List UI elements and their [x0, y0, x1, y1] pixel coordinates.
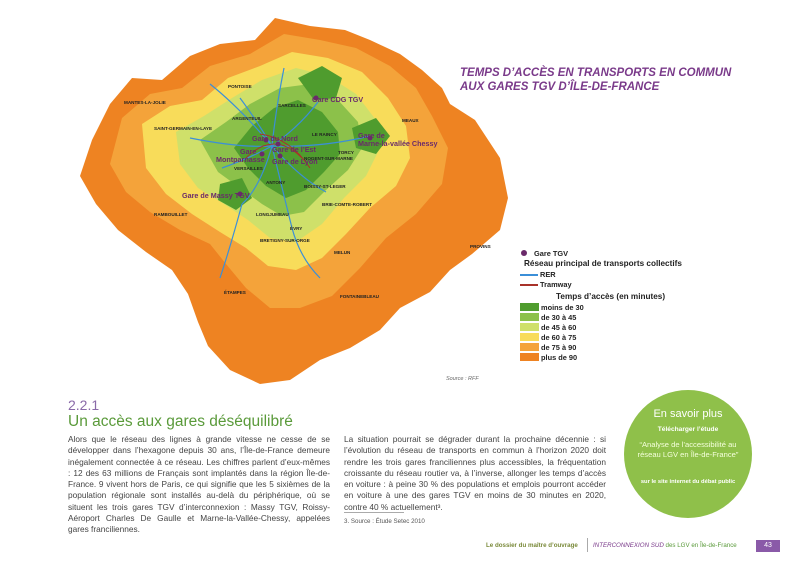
town-pontoise: PONTOISE [228, 84, 252, 89]
town-meaux: MEAUX [402, 118, 419, 123]
tramway-legend-line [520, 284, 538, 286]
legend-class-label: de 60 à 75 [541, 333, 577, 342]
gare-label-nord: Gare du Nord [252, 134, 298, 143]
gare-label-est: Gare de l’Est [272, 145, 316, 154]
legend-class-label: de 75 à 90 [541, 343, 577, 352]
callout-study-title: “Analyse de l’accessibilité au réseau LGV en Île-de-France” [637, 440, 739, 459]
town-mantes: MANTES-LA-JOLIE [124, 100, 166, 105]
page-number: 43 [756, 540, 780, 552]
legend-swatch-moins-30 [520, 303, 539, 311]
footer-project-suffix: des LGV en Île-de-France [663, 542, 737, 549]
town-provins: PROVINS [470, 244, 491, 249]
footnote-rule [344, 512, 404, 513]
body-column-2: La situation pourrait se dégrader durant la prochaine décennie : si l’évolution du réseau de transports en commun à l’horizon 2020 doit rendre les trois gares franciliennes plus accessibles, la fréquentation croissante du réseau routier va, à l’inverse, allonger les temps d’accès en voiture : à peine 30 % des populations et emplois pourront accéder en voiture à une des gares TGV en moins de 30 minutes en 2020, contre 40 % actuellement³. [344, 434, 606, 512]
legend-class-label: de 30 à 45 [541, 313, 577, 322]
town-etampes: ÉTAMPES [224, 290, 246, 295]
footer-project-name: INTERCONNEXION SUD [593, 542, 664, 549]
section-number: 2.2.1 [68, 397, 100, 413]
accessibility-map [70, 8, 510, 393]
map-svg [70, 8, 510, 393]
footer-project [593, 542, 737, 549]
town-evry: ÉVRY [290, 226, 303, 231]
town-longjumeau: LONGJUMEAU [256, 212, 289, 217]
legend-swatch-plus-90 [520, 353, 539, 361]
legend-swatch-75-90 [520, 343, 539, 351]
town-sarcelles: SARCELLES [278, 103, 306, 108]
gare-label-cdg: Gare CDG TGV [312, 95, 364, 104]
gare-label-mlv-2: Marne-la-vallée Chessy [358, 139, 438, 148]
town-rambouillet: RAMBOUILLET [154, 212, 188, 217]
map-title [460, 66, 790, 94]
callout-site-text: sur le site internet du débat public [640, 479, 736, 485]
town-nogent: NOGENT-SUR-MARNE [304, 156, 353, 161]
town-bretigny: BRETIGNY-SUR-ORGE [260, 238, 310, 243]
legend-swatch-60-75 [520, 333, 539, 341]
town-fontainebleau: FONTAINEBLEAU [340, 294, 379, 299]
footnote: 3. Source : Étude Setec 2010 [344, 518, 425, 525]
callout-download-link[interactable]: Télécharger l’étude [657, 426, 719, 433]
page-footer [0, 536, 798, 564]
footer-separator [587, 538, 588, 552]
map-source: Source : RFF [446, 376, 479, 382]
legend-class-label: plus de 90 [541, 353, 578, 362]
legend-temps-header: Temps d’accès (en minutes) [556, 292, 666, 301]
legend-gare-label: Gare TGV [534, 249, 569, 258]
rer-legend-line [520, 274, 538, 276]
gare-label-massy: Gare de Massy TGV [182, 191, 250, 200]
gare-label-montparnasse-2: Montparnasse [216, 155, 265, 164]
town-raincy: LE RAINCY [312, 132, 337, 137]
section-title: Un accès aux gares déséquilibré [68, 413, 293, 430]
town-versailles: VERSAILLES [234, 166, 263, 171]
legend-swatch-45-60 [520, 323, 539, 331]
body-column-1: Alors que le réseau des lignes à grande vitesse ne cesse de se développer dans l’hexagone depuis 30 ans, l’Île-de-France demeure inégalement connectée à ce réseau. Les chiffres parlent d’eux-mêmes : 12 des 63 millions de Français sont implantés dans la région Île-de-France. 9 vivent hors de Paris, ce qui signifie que les 5 sixièmes de la population régionale sont installés au-delà du périphérique, où se situent les trois gares TGV d’interconnexion : Massy TGV, Roissy-Aéroport Charles De Gaulle et Marne-la-Vallée-Chessy, appelées gares franciliennes. [68, 434, 330, 535]
learn-more-callout[interactable] [624, 390, 752, 518]
legend-reseau-header: Réseau principal de transports collectifs [524, 259, 682, 268]
town-saint-germain: SAINT-GERMAIN-EN-LAYE [154, 126, 213, 131]
legend-class-label: de 45 à 60 [541, 323, 577, 332]
map-title-line-1: TEMPS D’ACCÈS EN TRANSPORTS EN COMMUN [460, 67, 732, 79]
town-antony: ANTONY [266, 180, 286, 185]
town-argenteuil: ARGENTEUIL [232, 116, 262, 121]
footer-dossier: Le dossier du maître d’ouvrage [486, 542, 578, 549]
callout-title: En savoir plus [653, 408, 723, 420]
legend-class-label: moins de 30 [541, 303, 584, 312]
legend-tramway-label: Tramway [540, 280, 572, 289]
legend-swatch-30-45 [520, 313, 539, 321]
town-boissy: BOISSY-ST-LEGER [304, 184, 346, 189]
map-title-line-2: AUX GARES TGV D’ÎLE-DE-FRANCE [460, 81, 660, 93]
gare-label-mlv-1: Gare de [358, 131, 385, 140]
town-melun: MELUN [334, 250, 351, 255]
gare-legend-icon [520, 249, 528, 257]
gare-label-montparnasse-1: Gare [240, 147, 257, 156]
legend-rer-label: RER [540, 270, 556, 279]
gare-label-lyon: Gare de Lyon [272, 157, 318, 166]
town-torcy: TORCY [338, 150, 354, 155]
town-brie: BRIE-COMTE-ROBERT [322, 202, 373, 207]
